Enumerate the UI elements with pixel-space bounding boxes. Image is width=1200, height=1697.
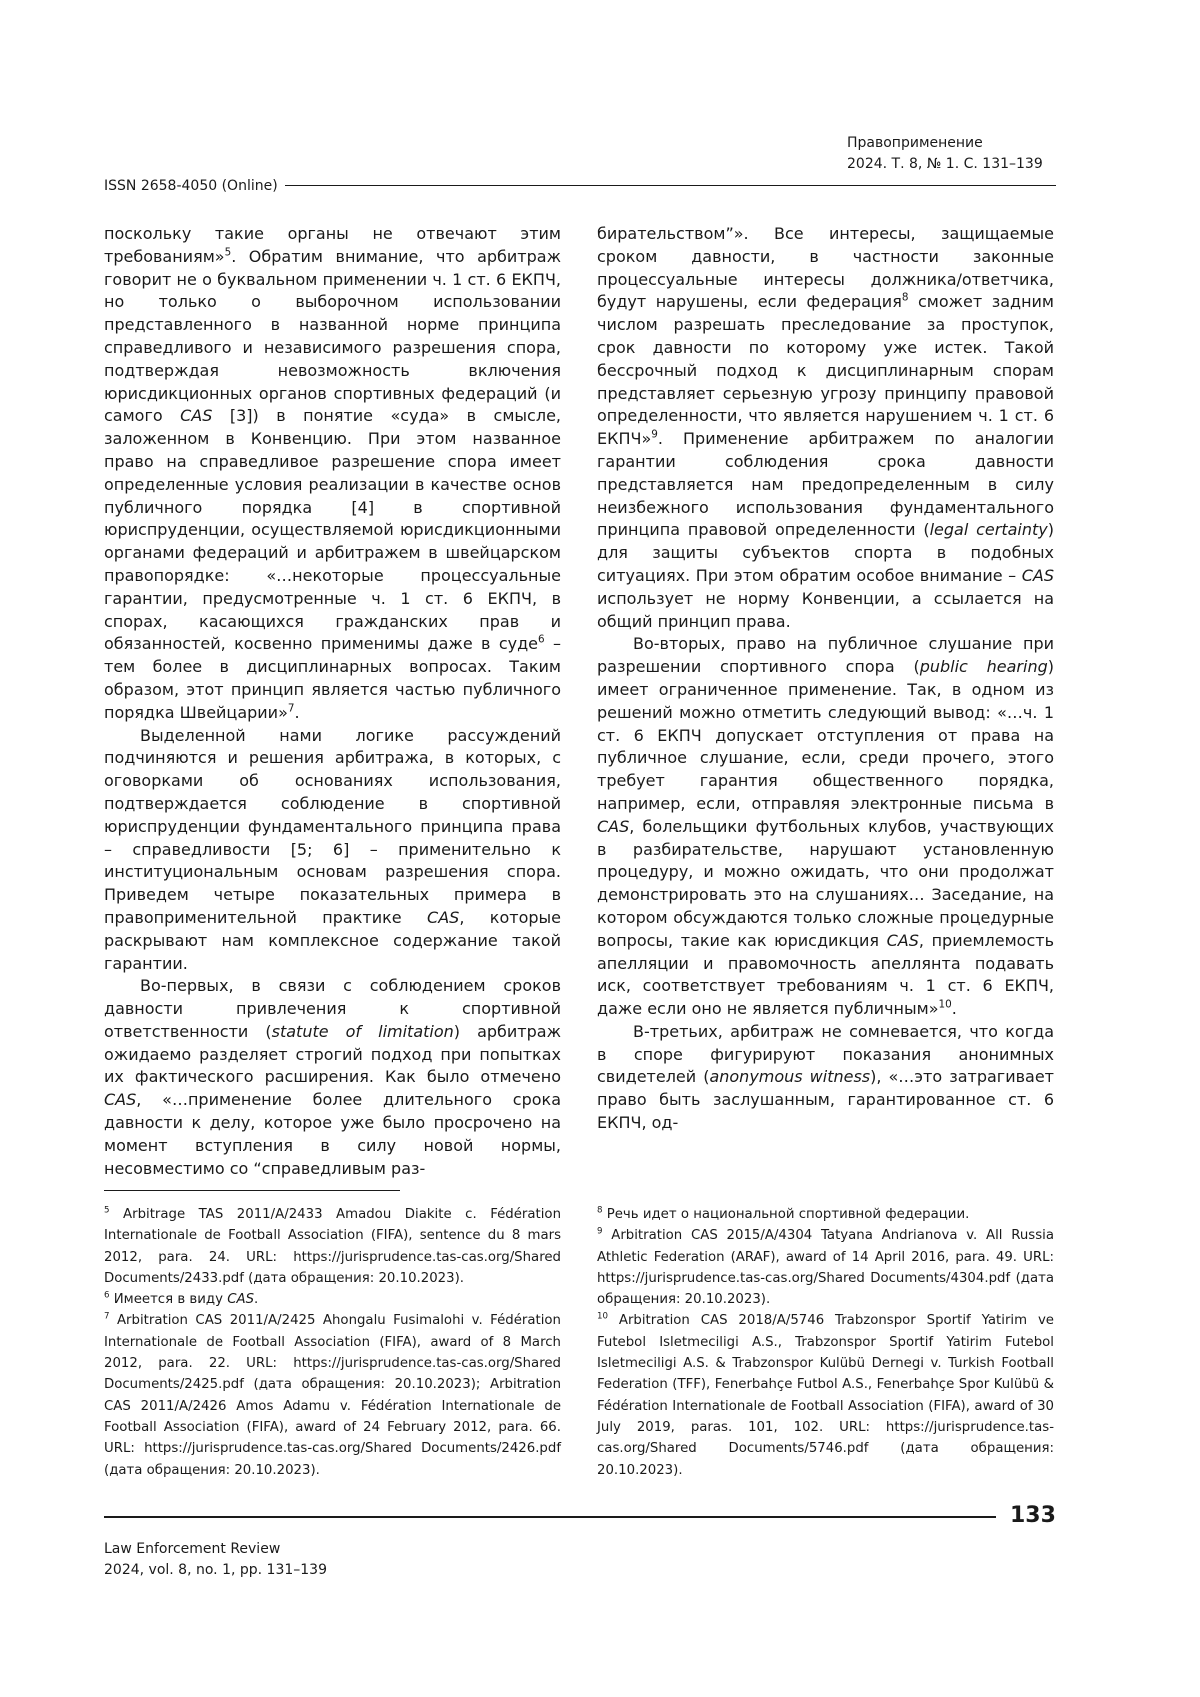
running-header-right [847,133,1043,175]
footnote-ref[interactable]: 7 [287,702,295,715]
journal-citation-en: 2024, vol. 8, no. 1, pp. 131–139 [104,1562,327,1578]
journal-title-ru: Правоприменение [847,135,983,151]
footer-rule [104,1516,996,1518]
paragraph: Во-первых, в связи с соблюдением сроков давности привлечения к спортивной ответственности (statute of limitation) арбитраж ожидаемо разделяет строгий подход при попытках их фактического расширения. Как было отмечено CAS, «…применение более длительного срока давности к делу, которое уже было просрочено на момент вступления в силу новой нормы, несовместимо со “справедливым раз- [104,976,561,1178]
footnote-6: $^6$ Имеется в виду CAS. [104,1290,259,1308]
footnote-ref[interactable]: 8 [901,292,909,305]
footnote-9: $^9$ Arbitration CAS 2015/A/4304 Tatyana Andrianova v. All Russia Athletic Federation (ARAF), award of 14 April 2016, para. 49. URL: https://jurisprudence.tas-cas.org/Shared Documents/4304.pdf (дата обращения: 20.10.2023). [597,1226,1054,1308]
paragraph: Во-вторых, право на публичное слушание при разрешении спортивного спора (public hearing) имеет ограниченное применение. Так, в одном из решений можно отметить следующий вывод: «…ч. 1 ст. 6 ЕКПЧ допускает отступления от права на публичное слушание, если, среди прочего, этого требует гарантия общественного порядка, например, если, отправляя электронные письма в CAS, болельщики футбольных клубов, участвующих в разбирательстве, нарушают установленную процедуру, и можно ожидать, что они продолжат демонстрировать это на слушаниях… Заседание, на котором обсуждаются только сложные процедурные вопросы, такие как юрисдикция CAS, приемлемость апелляции и правомочность апеллянта подавать иск, соответствует требованиям ч. 1 ст. 6 ЕКПЧ, даже если оно не является публичным»$^{10}$. [597,634,1054,1019]
page-number: 133 [1010,1503,1056,1528]
footnotes-left [104,1204,561,1481]
journal-citation-ru: 2024. Т. 8, № 1. С. 131–139 [847,156,1043,172]
footnote-5: $^5$ Arbitrage TAS 2011/A/2433 Amadou Diakite c. Fédération Internationale de Football Association (FIFA), sentence du 8 mars 2012, para. 24. URL: https://jurisprudence.tas-cas.org/Shared Documents/2433.pdf (дата обращения: 20.10.2023). [104,1205,561,1286]
paragraph: бирательством”». Все интересы, защищаемые сроком давности, в частности законные процессуальные интересы должника/ответчика, будут нарушены, если федерация$^8$ сможет задним числом разрешать преследование за проступок, срок давности по которому уже истек. Такой бессрочный подход к дисциплинарным спорам представляет серьезную угрозу принципу правовой определенности, что является нарушением ч. 1 ст. 6 ЕКПЧ»$^9$. Применение арбитражем по аналогии гарантии соблюдения срока давности представляется нам предопределенным в силу неизбежного использования фундаментального принципа правовой определенности (legal certainty) для защиты субъектов спорта в подобных ситуациях. При этом обратим особое внимание – CAS использует не норму Конвенции, а ссылается на общий принцип права. [597,224,1054,631]
journal-title-en: Law Enforcement Review [104,1541,281,1557]
left-column [104,223,561,1180]
issn-label: ISSN 2658-4050 (Online) [104,178,278,194]
paragraph: поскольку такие органы не отвечают этим требованиям»$^5$. Обратим внимание, что арбитраж говорит не о буквальном применении ч. 1 ст. 6 ЕКПЧ, но только о выборочном использовании представленного в названной норме принципа справедливого и независимого разрешения спора, подтверждая невозможность включения юрисдикционных органов спортивных федераций (и самого CAS [3]) в понятие «суда» в смысле, заложенном в Конвенцию. При этом названное право на справедливое разрешение спора имеет определенные условия реализации в качестве основ публичного порядка [4] в спортивной юриспруденции, осуществляемой юрисдикционными органами федераций и арбитражем в швейцарском правопорядке: «…некоторые процессуальные гарантии, предусмотренные ч. 1 ст. 6 ЕКПЧ, в спорах, касающихся гражданских прав и обязанностей, косвенно применимы даже в суде$^6$ – тем более в дисциплинарных вопросах. Таким образом, этот принцип является частью публичного порядка Швейцарии»$^7$. [104,224,561,722]
paragraph: Выделенной нами логике рассуждений подчиняются и решения арбитража, в которых, с оговорками об основаниях использования, подтверждается соблюдение в спортивной юриспруденции фундаментального принципа права – справедливости [5; 6] – применительно к институциональным основам разрешения спора. Приведем четыре показательных примера в правоприменительной практике CAS, которые раскрывают нам комплексное содержание такой гарантии. [104,725,561,973]
footnote-separator [104,1190,400,1191]
footnote-8: $^8$ Речь идет о национальной спортивной федерации. [597,1205,970,1222]
footnote-ref[interactable]: 10 [938,998,952,1011]
footnote-ref[interactable]: 9 [651,428,658,441]
footnote-7: $^7$ Arbitration CAS 2011/A/2425 Ahongalu Fusimalohi v. Fédération Internationale de Football Association (FIFA), award of 8 March 2012, para. 22. URL: https://jurisprudence.tas-cas.org/Shared Documents/2425.pdf (дата обращения: 20.10.2023); Arbitration CAS 2011/A/2426 Amos Adamu v. Fédération Internationale de Football Association (FIFA), award of 24 February 2012, para. 66. URL: https://jurisprudence.tas-cas.org/Shared Documents/2426.pdf (дата обращения: 20.10.2023). [104,1312,561,1478]
footnote-ref[interactable]: 5 [224,246,232,259]
running-footer-left [104,1539,327,1581]
header-rule [285,185,1056,186]
footnote-10: $^{10}$ Arbitration CAS 2018/A/5746 Trabzonspor Sportif Yatirim ve Futebol Isletmeciligi A.S., Trabzonspor Sportif Yatirim Futebol Isletmeciligi A.S. & Trabzonspor Kulübü Dernegi v. Turkish Football Federation (TFF), Fenerbahçe Futbol A.S., Fenerbahçe Spor Kulübü & Fédération Internationale de Football Association (FIFA), award of 30 July 2019, paras. 101, 102. URL: https://jurisprudence.tas-cas.org/Shared Documents/5746.pdf (дата обращения: 20.10.2023). [597,1312,1054,1478]
footnotes-right [597,1204,1054,1481]
right-column [597,223,1054,1135]
footnote-ref[interactable]: 6 [538,634,545,647]
paragraph: В-третьих, арбитраж не сомневается, что когда в споре фигурируют показания анонимных свидетелей (anonymous witness), «…это затрагивает право быть заслушанным, гарантированное ст. 6 ЕКПЧ, од- [597,1021,1054,1133]
